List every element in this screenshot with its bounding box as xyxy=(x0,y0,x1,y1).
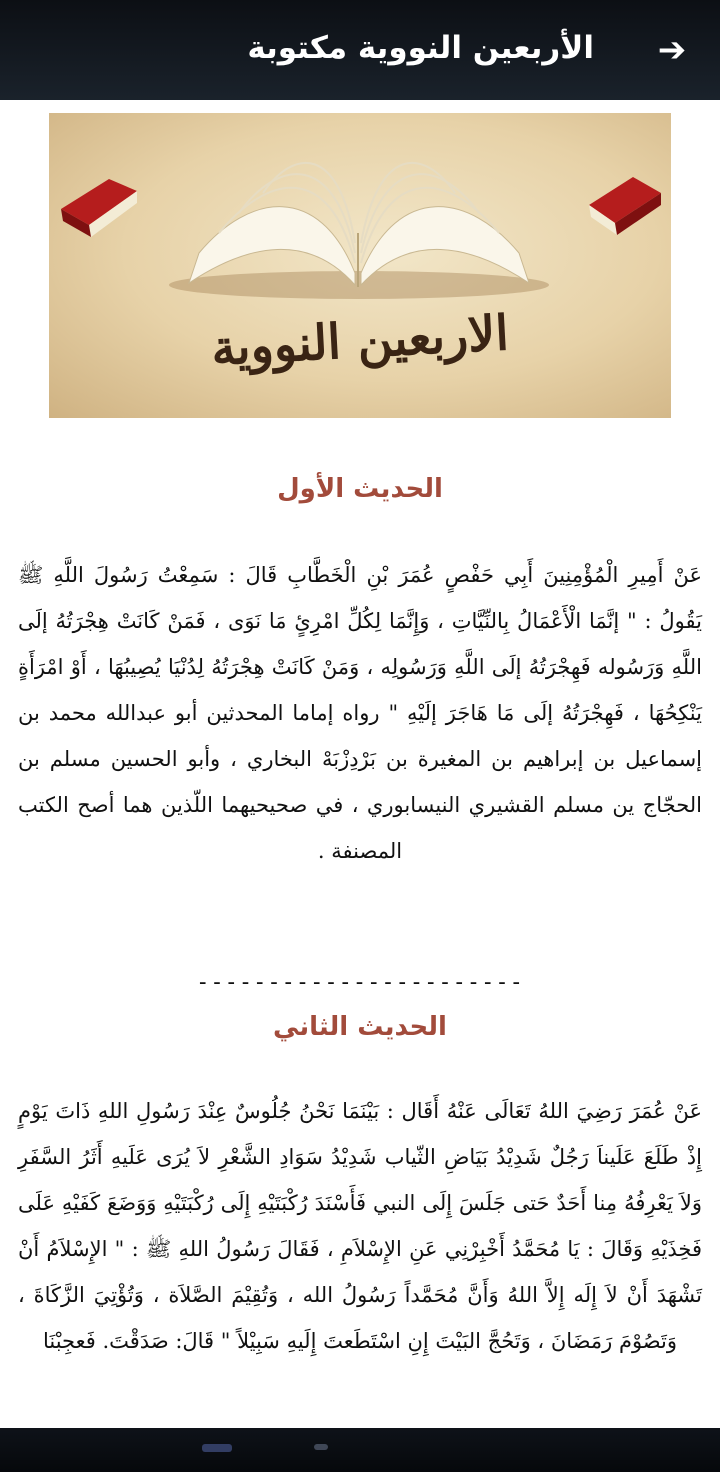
banner-caption: الاربعين النووية xyxy=(209,305,511,377)
nav-indicator xyxy=(314,1444,328,1450)
header-banner-image xyxy=(49,113,671,418)
hadith-2-title: الحديث الثاني xyxy=(273,1012,447,1042)
red-book-left-icon xyxy=(61,179,137,237)
hadith-2-text: عَنْ عُمَرَ رَضِيَ اللهُ تَعَالَى عَنْهُ أَقَال : بَيْنَمَا نَحْنُ جُلُوسٌ عِنْدَ رَسُولِ اللهِ ذَاتَ يَوْمٍ إِذْ طَلَعَ عَلَيناَ رَجُلٌ شَدِيْدُ بَيَاضِ الثّياب شَدِيْدُ سَوَادِ الشَّعْرِ لاَ يُرَى عَلَيهِ أَثَرُ السَّفَرِ وَلاَ يَعْرِفُهُ مِنا أَحَدٌ حَتى جَلَسَ إِلَى النبي فَأَسْنَدَ رُكْبَتَيْهِ إِلَى رُكْبَتَيْهِ وَوَضَعَ كَفَيْهِ عَلَى فَخِذَيْهِ وَقَالَ : يَا مُحَمَّدُ أَخْبِرْنِي عَنِ الإِسْلاَمِ ، فَقَالَ رَسُولُ اللهِ ﷺ : " الإِسْلاَمُ أَنْ تَشْهَدَ أَنْ لاَ إِلَه إِلاَّ اللهُ وَأَنَّ مُحَمَّداً رَسُولُ الله ، وَتُقِيْمَ الصَّلاَة ، وَتُؤْتِيَ الزَّكَاةَ ، وَتَصُوْمَ رَمَضَانَ ، وَتَحُجَّ البَيْتَ إِنِ اسْتَطَعتَ إِلَيهِ سَبِيْلاً " قَالَ: صَدَقْتَ. فَعجِبْنَا xyxy=(18,1099,702,1353)
nav-indicator xyxy=(202,1444,232,1452)
section-divider: ----------------------- xyxy=(196,970,524,995)
back-arrow-icon[interactable]: ➔ xyxy=(657,30,687,70)
hadith-1-text: عَنْ أَمِيرِ الْمُؤْمِنِينَ أَبِي حَفْصٍ عُمَرَ بْنِ الْخَطَّابِ قَالَ : سَمِعْتُ رَسُولَ اللَّهِ ﷺ يَقُولُ : " إنَّمَا الْأَعْمَالُ بِالنِّيَّاتِ ، وَإِنَّمَا لِكُلِّ امْرِئٍ مَا نَوَى ، فَمَنْ كَانَتْ هِجْرَتُهُ إلَى اللَّهِ وَرَسُوله فَهِجْرَتُهُ إلَى اللَّهِ وَرَسُولِه ، وَمَنْ كَانَتْ هِجْرَتُهُ لِدُنْيَا يُصِيبُهَا ، أَوْ امْرَأَةٍ يَنْكِحُهَا ، فَهِجْرَتُهُ إلَى مَا هَاجَرَ إلَيْهِ " رواه إماما المحدثين أبو عبدالله محمد بن إسماعيل بن إبراهيم بن المغيرة بن بَرْدِزْبَهْ البخاري ، وأبو الحسين مسلم بن الحجّاج ين مسلم القشيري النيسابوري ، في صحيحيهما اللّذين هما أصح الكتب المصنفة . xyxy=(18,563,702,863)
page-title: الأربعين النووية مكتوبة xyxy=(247,30,594,66)
app-bar xyxy=(0,0,720,100)
red-book-right-icon xyxy=(589,177,661,235)
open-book-pages xyxy=(189,163,529,287)
hadith-1-title: الحديث الأول xyxy=(277,474,443,504)
system-navigation-bar xyxy=(0,1428,720,1472)
